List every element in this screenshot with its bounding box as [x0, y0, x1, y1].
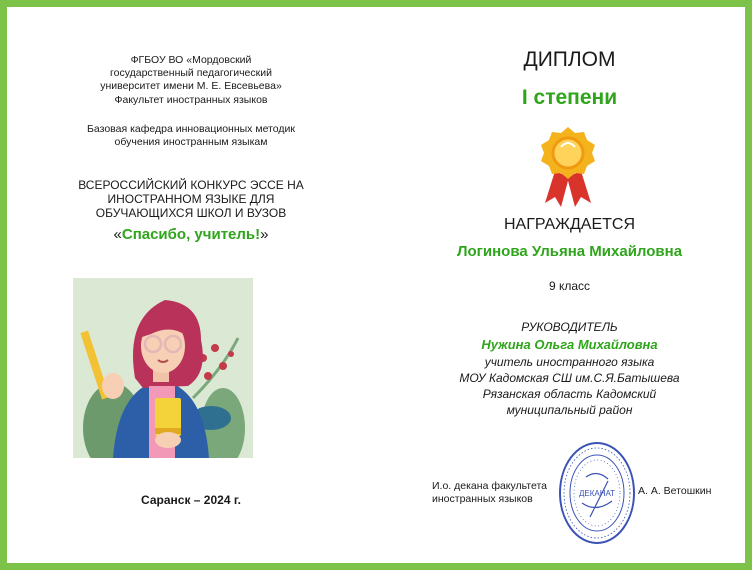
supervisor-label: РУКОВОДИТЕЛЬ	[521, 320, 618, 334]
teacher-illustration	[73, 278, 253, 458]
recipient-name: Логинова Ульяна Михайловна	[456, 243, 683, 260]
quote-close: »	[260, 226, 269, 243]
signer-name: А. А. Ветошкин	[638, 485, 712, 497]
university-name: ФГБОУ ВО «Мордовский государственный педагогический университет имени М. Е. Евсевьева»	[100, 54, 282, 92]
awarded-label: НАГРАЖДАЕТСЯ	[504, 216, 635, 233]
diploma-title: ДИПЛОМ	[523, 48, 616, 71]
supervisor-name: Нужина Ольга Михайловна	[481, 337, 658, 352]
faculty-name: Факультет иностранных языков	[114, 94, 268, 106]
contest-name: Спасибо, учитель!	[121, 226, 261, 243]
quote-open: «	[113, 226, 122, 243]
signer-role: И.о. декана факультета иностранных языков	[432, 480, 548, 505]
grade: 9 класс	[548, 279, 591, 293]
degree: I степени	[521, 86, 618, 109]
supervisor-school: МОУ Кадомская СШ им.С.Я.Батышева	[459, 371, 680, 385]
supervisor-district: муниципальный район	[506, 403, 633, 417]
city-year: Саранск – 2024 г.	[141, 493, 241, 507]
seal-stamp-icon	[556, 439, 638, 547]
department-name: Базовая кафедра инновационных методик обучения иностранным языкам	[87, 123, 295, 148]
contest-name-line	[7, 226, 375, 243]
supervisor-position: учитель иностранного языка	[484, 355, 655, 369]
supervisor-region: Рязанская область Кадомский	[482, 387, 657, 401]
medal-icon	[537, 125, 599, 209]
stamp-center-text: ДЕКАНАТ	[578, 489, 616, 498]
contest-title: ВСЕРОССИЙСКИЙ КОНКУРС ЭССЕ НА ИНОСТРАННОМ ЯЗЫКЕ ДЛЯ ОБУЧАЮЩИХСЯ ШКОЛ И ВУЗОВ	[78, 178, 304, 220]
